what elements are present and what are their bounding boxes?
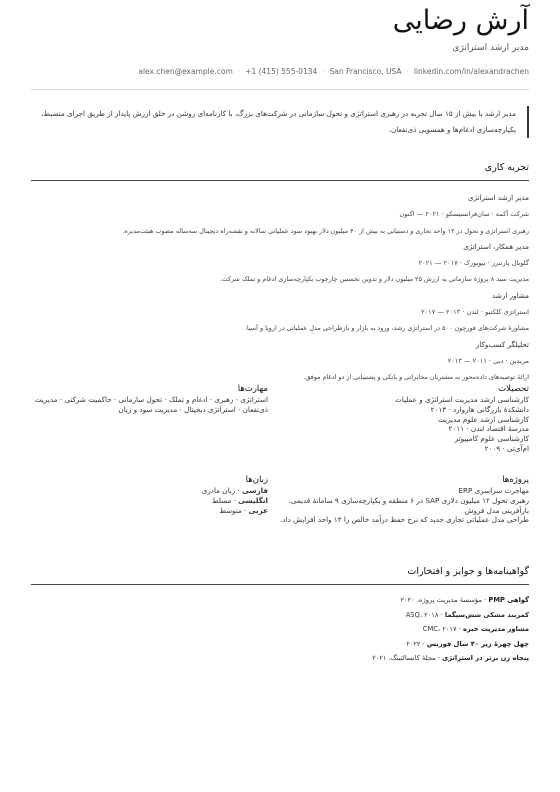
- contact-location: San Francisco, USA: [329, 67, 402, 76]
- experience-list: [31, 190, 529, 386]
- certification-detail: · ASQ، ۲۰۱۸: [405, 610, 445, 619]
- education-heading: تحصیلات: [498, 384, 529, 394]
- languages-heading: زبان‌ها: [245, 475, 268, 485]
- experience-heading: تجربه کاری: [484, 162, 529, 173]
- job-title: تحلیلگر کسب‌وکار: [475, 339, 529, 349]
- candidate-name: آرش رضایی: [392, 5, 529, 36]
- profile-summary: مدیر ارشد با بیش از ۱۵ سال تجربه در رهبری استراتژی و تحول سازمانی در شرکت‌های بزرگ، با کارنامه‌ای روشن در خلق ارزش پایدار از طریق اجرای منضبط، یکپارچه‌سازی ادغام‌ها و همسویی ذی‌نفعان.: [40, 106, 529, 138]
- education-school: مدرسهٔ اقتصاد لندن · ۲۰۱۱: [448, 424, 529, 434]
- job-description: رهبری استراتژی و تحول در ۱۲ واحد تجاری و دستیابی به بیش از ۴۰ میلیون دلار بهبود سود عملیاتی سالانه و نقشه‌راه دیجیتال سه‌ساله مصوب هیئت‌مدیره.: [122, 226, 529, 235]
- education-degree: کارشناسی علوم کامپیوتر: [454, 434, 529, 444]
- language-item: عربی · متوسط: [219, 505, 268, 515]
- certification-detail: · مجلهٔ کانسالتینگ، ۲۰۲۱: [372, 654, 443, 663]
- certification-item: [31, 622, 529, 637]
- education-school: ام‌آی‌تی · ۲۰۰۹: [484, 443, 529, 453]
- certification-name: پنجاه زن برتر در استراتژی: [442, 654, 529, 663]
- contact-line: alex.chen@example.com · +1 (415) 555-0134 · San Francisco, USA · linkedin.com/in/alexandrachen: [138, 67, 529, 76]
- certification-item: [31, 608, 529, 623]
- certifications-heading: گواهینامه‌ها و جوایز و افتخارات: [407, 566, 529, 577]
- projects-section: [279, 475, 529, 525]
- certification-detail: · ۲۰۲۲: [406, 639, 427, 648]
- job-title: مدیر ارشد استراتژی: [467, 193, 529, 202]
- job-title: مدیر همکار، استراتژی: [463, 241, 529, 251]
- project-description: طراحی مدل عملیاتی تجاری جدید که نرخ حفظ درآمد خالص را ۱۴ واحد افزایش داد.: [280, 515, 529, 525]
- skills-section: [31, 384, 268, 415]
- job-meta: گلوبال پارتنرز · نیویورک · ۲۰۱۷ — ۲۰۲۱: [418, 259, 529, 268]
- contact-email[interactable]: alex.chen@example.com: [138, 67, 233, 76]
- certification-detail: · مؤسسهٔ مدیریت پروژه، ۲۰۲۰: [400, 596, 489, 604]
- education-school: دانشکدهٔ بازرگانی هاروارد · ۲۰۱۳: [430, 404, 529, 414]
- projects-heading: پروژه‌ها: [502, 475, 529, 485]
- certification-detail: · CMC، ۲۰۱۷: [422, 625, 463, 634]
- job-description: مدیریت سبد ۸ پروژهٔ سازمانی به ارزش ۲۵ میلیون دلار و تدوین نخستین چارچوب یکپارچه‌سازی ادغام و تملک شرکت.: [219, 275, 529, 284]
- contact-phone[interactable]: +1 (415) 555-0134: [245, 67, 318, 76]
- education-degree: کارشناسی ارشد علوم مدیریت: [437, 414, 529, 424]
- certification-item: [31, 593, 529, 608]
- language-level: زبان مادری: [201, 486, 236, 495]
- education-section: [279, 384, 529, 454]
- language-name: انگلیسی: [238, 495, 268, 505]
- job-description: ارائهٔ توصیه‌های داده‌محور به مشتریان مخابراتی و بانکی و پشتیبانی از دو ادغام موفق.: [303, 373, 529, 382]
- project-title: مهاجرت سراسری ERP: [458, 486, 529, 495]
- certification-name: کمربند مشکی شش‌سیگما: [444, 610, 529, 619]
- certification-item: [31, 637, 529, 652]
- job-title: مشاور ارشد: [492, 290, 529, 300]
- job-meta: شرکت آکمه · سان‌فرانسیسکو · ۲۰۲۱ — اکنون: [399, 210, 529, 219]
- certification-name: مشاور مدیریت خبره: [462, 625, 529, 634]
- skills-heading: مهارت‌ها: [237, 384, 268, 394]
- candidate-role: مدیر ارشد استراتژی: [452, 43, 529, 53]
- certification-item: [31, 651, 529, 666]
- job-meta: مریدین · دبی · ۲۰۱۱ — ۲۰۱۳: [447, 356, 529, 365]
- header-divider: [31, 89, 529, 90]
- project-description: رهبری تحول ۱۲ میلیون دلاری SAP در ۶ منطقه و یکپارچه‌سازی ۹ سامانهٔ قدیمی.: [288, 495, 529, 505]
- project-title: بازآفرینی مدل فروش: [464, 505, 529, 515]
- language-name: فارسی: [242, 486, 268, 495]
- certification-name: چهل چهرهٔ زیر ۴۰ سال فوربس: [426, 639, 529, 648]
- language-name: عربی: [248, 505, 268, 515]
- language-level: مسلط: [211, 495, 232, 505]
- education-degree: کارشناسی ارشد مدیریت استراتژی و عملیات: [395, 395, 529, 404]
- job-meta: استراتژی کلکتیو · لندن · ۲۰۱۳ — ۲۰۱۷: [421, 308, 529, 317]
- languages-section: [31, 475, 268, 515]
- certification-name: گواهی PMP: [488, 596, 529, 604]
- certifications-divider: [31, 584, 529, 585]
- job-description: مشاورهٔ شرکت‌های فورچون ۵۰۰ در استراتژی رشد، ورود به بازار و بازطراحی مدل عملیاتی در اروپا و آسیا.: [244, 324, 529, 333]
- language-level: متوسط: [219, 505, 242, 515]
- experience-divider: [31, 180, 529, 181]
- skills-list: استراتژی · رهبری · ادغام و تملک · تحول سازمانی · حاکمیت شرکتی · مدیریت ذی‌نفعان · استراتژی دیجیتال · مدیریت سود و زیان: [34, 395, 268, 414]
- language-item: انگلیسی · مسلط: [211, 495, 268, 505]
- certifications-list: [31, 593, 529, 666]
- language-item: فارسی · زبان مادری: [201, 486, 268, 495]
- contact-linkedin[interactable]: linkedin.com/in/alexandrachen: [413, 67, 529, 76]
